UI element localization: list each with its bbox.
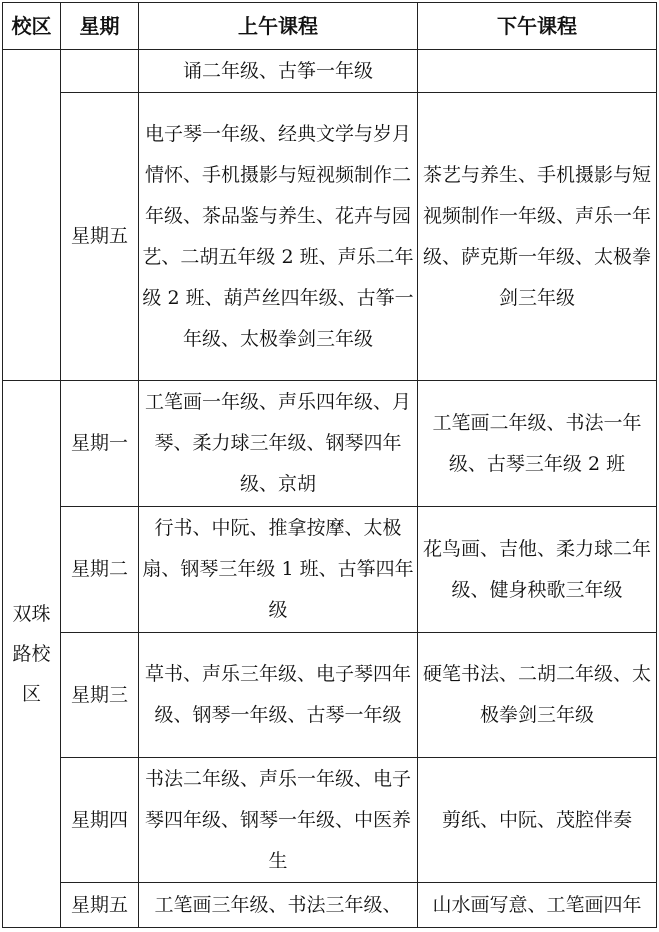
morning-cell: 工笔画三年级、书法三年级、 (139, 883, 418, 928)
header-afternoon: 下午课程 (418, 3, 657, 50)
morning-cell: 电子琴一年级、经典文学与岁月情怀、手机摄影与短视频制作二年级、茶品鉴与养生、花卉与园艺、二胡五年级 2 班、声乐二年级 2 班、葫芦丝四年级、古筝一年级、太极拳剑三年级 (139, 93, 418, 381)
day-cell: 星期四 (61, 758, 139, 883)
table-row (3, 883, 657, 928)
table-row (3, 50, 657, 93)
morning-cell: 诵二年级、古筝一年级 (139, 50, 418, 93)
day-cell: 星期三 (61, 633, 139, 758)
table-row (3, 758, 657, 883)
afternoon-cell: 茶艺与养生、手机摄影与短视频制作一年级、声乐一年级、萨克斯一年级、太极拳剑三年级 (418, 93, 657, 381)
afternoon-cell: 工笔画二年级、书法一年级、古琴三年级 2 班 (418, 381, 657, 507)
day-cell: 星期二 (61, 507, 139, 633)
day-cell: 星期五 (61, 883, 139, 928)
campus-name: 双珠路校区 (12, 602, 51, 705)
afternoon-cell: 山水画写意、工笔画四年 (418, 883, 657, 928)
campus-cell-continued (3, 50, 61, 381)
day-cell: 星期五 (61, 93, 139, 381)
morning-cell: 书法二年级、声乐一年级、电子琴四年级、钢琴一年级、中医养生 (139, 758, 418, 883)
morning-cell: 草书、声乐三年级、电子琴四年级、钢琴一年级、古琴一年级 (139, 633, 418, 758)
table-row (3, 381, 657, 507)
afternoon-cell (418, 50, 657, 93)
table-row (3, 633, 657, 758)
day-cell (61, 50, 139, 93)
header-day: 星期 (61, 3, 139, 50)
afternoon-cell: 花鸟画、吉他、柔力球二年级、健身秧歌三年级 (418, 507, 657, 633)
table-row (3, 93, 657, 381)
morning-cell: 行书、中阮、推拿按摩、太极扇、钢琴三年级 1 班、古筝四年级 (139, 507, 418, 633)
table-header-row (3, 3, 657, 50)
day-cell: 星期一 (61, 381, 139, 507)
afternoon-cell: 硬笔书法、二胡二年级、太极拳剑三年级 (418, 633, 657, 758)
morning-cell: 工笔画一年级、声乐四年级、月琴、柔力球三年级、钢琴四年级、京胡 (139, 381, 418, 507)
course-schedule-table (2, 2, 657, 928)
header-morning: 上午课程 (139, 3, 418, 50)
campus-cell (3, 381, 61, 928)
table-row (3, 507, 657, 633)
afternoon-cell: 剪纸、中阮、茂腔伴奏 (418, 758, 657, 883)
header-campus: 校区 (3, 3, 61, 50)
